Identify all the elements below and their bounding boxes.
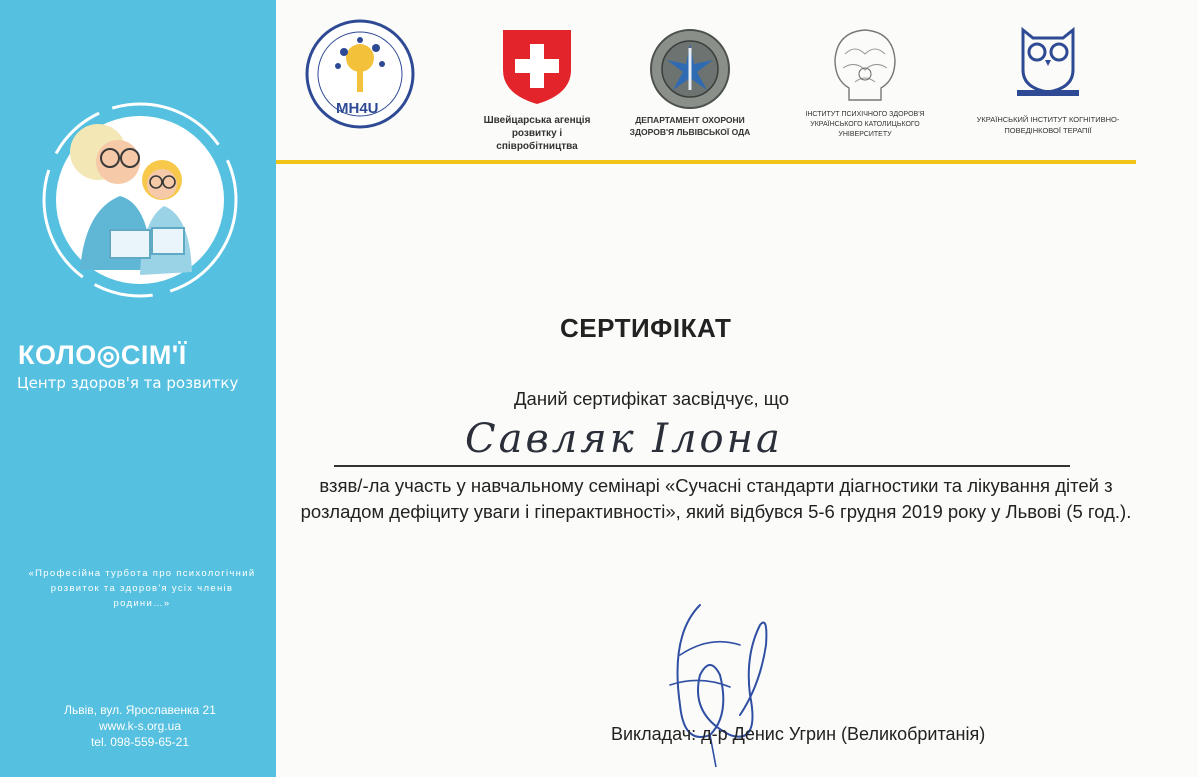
mh4u-badge: MH4U [336,100,379,117]
contacts [40,702,240,750]
brand-subtitle: Центр здоров'я та розвитку [17,374,239,392]
partner-logos [276,0,1198,175]
mental-health-institute-logo [790,24,940,140]
recipient-name: Савляк Ілона [465,416,783,462]
medical-emblem-icon [649,28,731,110]
brain-icon [827,24,903,104]
address: Львів, вул. Ярославенка 21 [64,703,216,717]
family-illustration [40,100,240,300]
brand-logo-text: КОЛО◎СІМ'Ї [18,340,187,370]
lecturer-line: Викладач: д-р Денис Угрин (Великобританія) [611,724,986,744]
sidebar [0,0,276,777]
swiss-agency-logo [472,26,602,153]
phone: tel. 098-559-65-21 [90,735,190,749]
certificate-title: СЕРТИФІКАТ [560,313,732,343]
name-underline [334,465,1070,467]
cbt-institute-logo [968,22,1128,136]
health-department-logo [620,28,760,138]
mh4u-logo [302,18,418,135]
swiss-cross-icon [497,26,577,106]
mental-health-institute-caption: ІНСТИТУТ ПСИХІЧНОГО ЗДОРОВ'Я УКРАЇНСЬКОГО КАТОЛИЦЬКОГО УНІВЕРСИТЕТУ [805,111,925,138]
health-department-caption: ДЕПАРТАМЕНТ ОХОРОНИ ЗДОРОВ'Я ЛЬВІВСЬКОЇ ОДА [629,115,751,137]
website-link: www.k-s.org.ua [98,719,182,733]
tagline: «Професійна турбота про психологічний розвиток та здоров'я усіх членів родини…» [28,568,256,609]
owl-icon [1013,22,1083,98]
attestation-line: Даний сертифікат засвідчує, що [514,388,790,409]
header-divider [276,160,1136,164]
certificate-body: взяв/-ла участь у навчальному семінарі «Сучасні стандарти діагностики та лікування дітей з розладом дефіциту уваги і гіперактивності», який відбувся 5-6 грудня 2019 року у Львові (5 год.). [300,475,1132,522]
cbt-institute-caption: УКРАЇНСЬКИЙ ІНСТИТУТ КОГНІТИВНО-ПОВЕДІНКОВОЇ ТЕРАПІЇ [976,115,1120,135]
swiss-agency-caption: Швейцарська агенція розвитку і співробітництва [483,115,591,152]
